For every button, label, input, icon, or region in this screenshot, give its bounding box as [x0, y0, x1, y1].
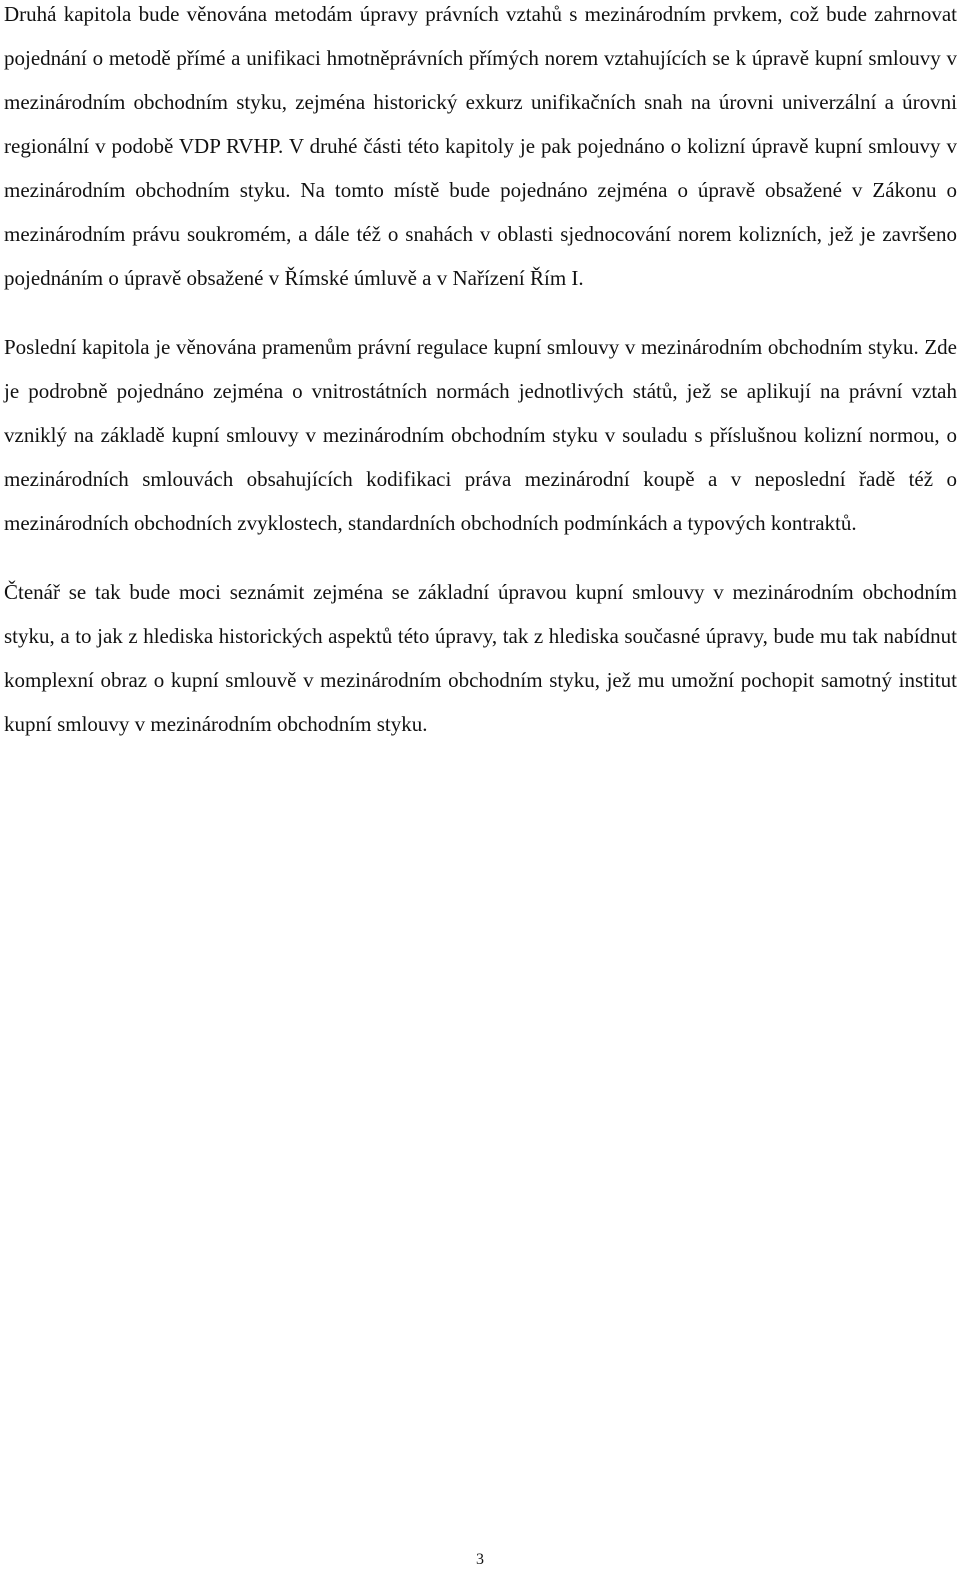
paragraph-1: Druhá kapitola bude věnována metodám úpravy právních vztahů s mezinárodním prvkem, což bude zahrnovat pojednání o metodě přímé a unifikaci hmotněprávních přímých norem vztahujících se k úpravě kupní smlouvy v mezinárodním obchodním styku, zejména historický exkurz unifikačních snah na úrovni univerzální a úrovni regionální v podobě VDP RVHP. V druhé části této kapitoly je pak pojednáno o kolizní úpravě kupní smlouvy v mezinárodním obchodním styku. Na tomto místě bude pojednáno zejména o úpravě obsažené v Zákonu o mezinárodním právu soukromém, a dále též o snahách v oblasti sjednocování norem kolizních, jež je završeno pojednáním o úpravě obsažené v Římské úmluvě a v Nařízení Řím I.	[4, 2, 957, 290]
paragraph-2: Poslední kapitola je věnována pramenům právní regulace kupní smlouvy v mezinárodním obchodním styku. Zde je podrobně pojednáno zejména o vnitrostátních normách jednotlivých států, jež se aplikují na právní vztah vzniklý na základě kupní smlouvy v mezinárodním obchodním styku v souladu s příslušnou kolizní normou, o mezinárodních smlouvách obsahujících kodifikaci práva mezinárodní koupě a v neposlední řadě též o mezinárodních obchodních zvyklostech, standardních obchodních podmínkách a typových kontraktů.	[4, 335, 957, 535]
body-text	[4, 0, 957, 746]
page-number: 3	[476, 1551, 484, 1568]
paragraph-3: Čtenář se tak bude moci seznámit zejména se základní úpravou kupní smlouvy v mezinárodním obchodním styku, a to jak z hlediska historických aspektů této úpravy, tak z hlediska současné úpravy, bude mu tak nabídnut komplexní obraz o kupní smlouvě v mezinárodním obchodním styku, jež mu umožní pochopit samotný institut kupní smlouvy v mezinárodním obchodním styku.	[4, 580, 957, 736]
